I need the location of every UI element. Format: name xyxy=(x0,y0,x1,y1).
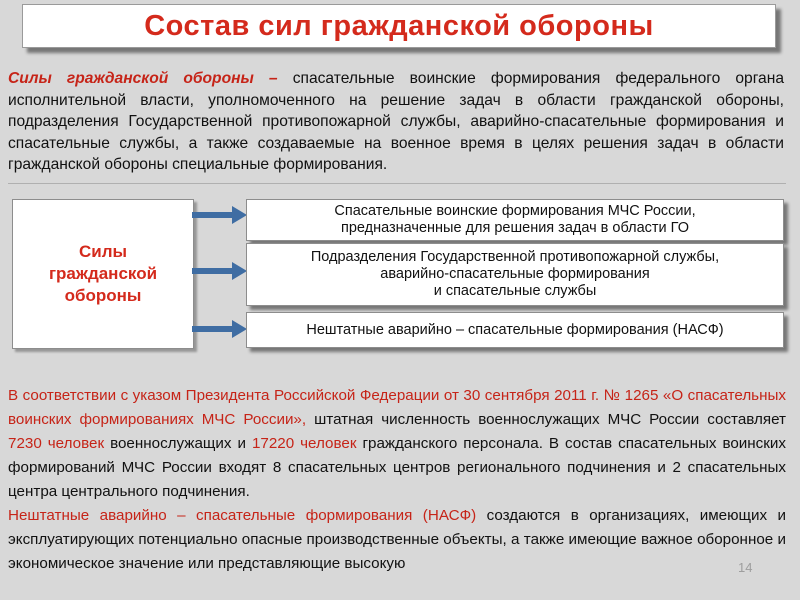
diagram-item-fire-service: Подразделения Государственной противопожарной службы, аварийно-спасательные формирования и спасательные службы xyxy=(246,243,784,306)
title-banner xyxy=(22,4,776,48)
definition-text: спасательные воинские формирования федерального органа исполнительной власти, уполномоченного на решение задач в области гражданской обороны, подразделения Государственной противопожарной службы, аварийно-спасательные формирования и спасательные службы, а также создаваемые на военное время в целях решения задач в области гражданской обороны специальные формирования. xyxy=(8,70,784,173)
definition-paragraph xyxy=(8,68,784,176)
decree-reference: В соответствии с указом Президента Российской Федерации от 30 сентября 2011 г. № 1265 «О спасательных воинских формированиях МЧС России», xyxy=(8,387,786,428)
arrow-right-icon xyxy=(192,261,248,281)
note-text-1: штатная численность военнослужащих МЧС России составляет xyxy=(306,411,786,428)
definition-term: Силы гражданской обороны xyxy=(8,70,254,87)
civilian-count: 17220 человек xyxy=(251,435,357,452)
section-divider xyxy=(8,183,786,184)
nasf-term: Нештатные аварийно – спасательные формирования (НАСФ) xyxy=(8,507,477,524)
arrow-right-icon xyxy=(192,319,248,339)
diagram-item-military-units: Спасательные воинские формирования МЧС России, предназначенные для решения задач в области ГО xyxy=(246,199,784,241)
arrow-right-icon xyxy=(192,205,248,225)
diagram-root-box: Силы гражданской обороны xyxy=(12,199,194,349)
slide-number: 14 xyxy=(738,560,753,575)
note-text-4: создаются в организациях, имеющих и эксплуатирующих потенциально опасные производственные объекты, а также имеющие важное оборонное и экономическое значение или представляющие высокую xyxy=(8,507,786,572)
page-title: Состав сил гражданской обороны xyxy=(144,9,654,42)
note-text-3: гражданского персонала. В состав спасательных воинских формирований МЧС России входят 8 спасательных центров регионального подчинения и 2 спасательных центра центрального подчинения. xyxy=(8,435,786,500)
definition-dash: – xyxy=(253,70,293,87)
note-text-2: военнослужащих и xyxy=(104,435,252,452)
military-count: 7230 человек xyxy=(8,435,105,452)
legal-note-paragraph xyxy=(8,384,786,576)
diagram-item-nasf: Нештатные аварийно – спасательные формирования (НАСФ) xyxy=(246,312,784,348)
